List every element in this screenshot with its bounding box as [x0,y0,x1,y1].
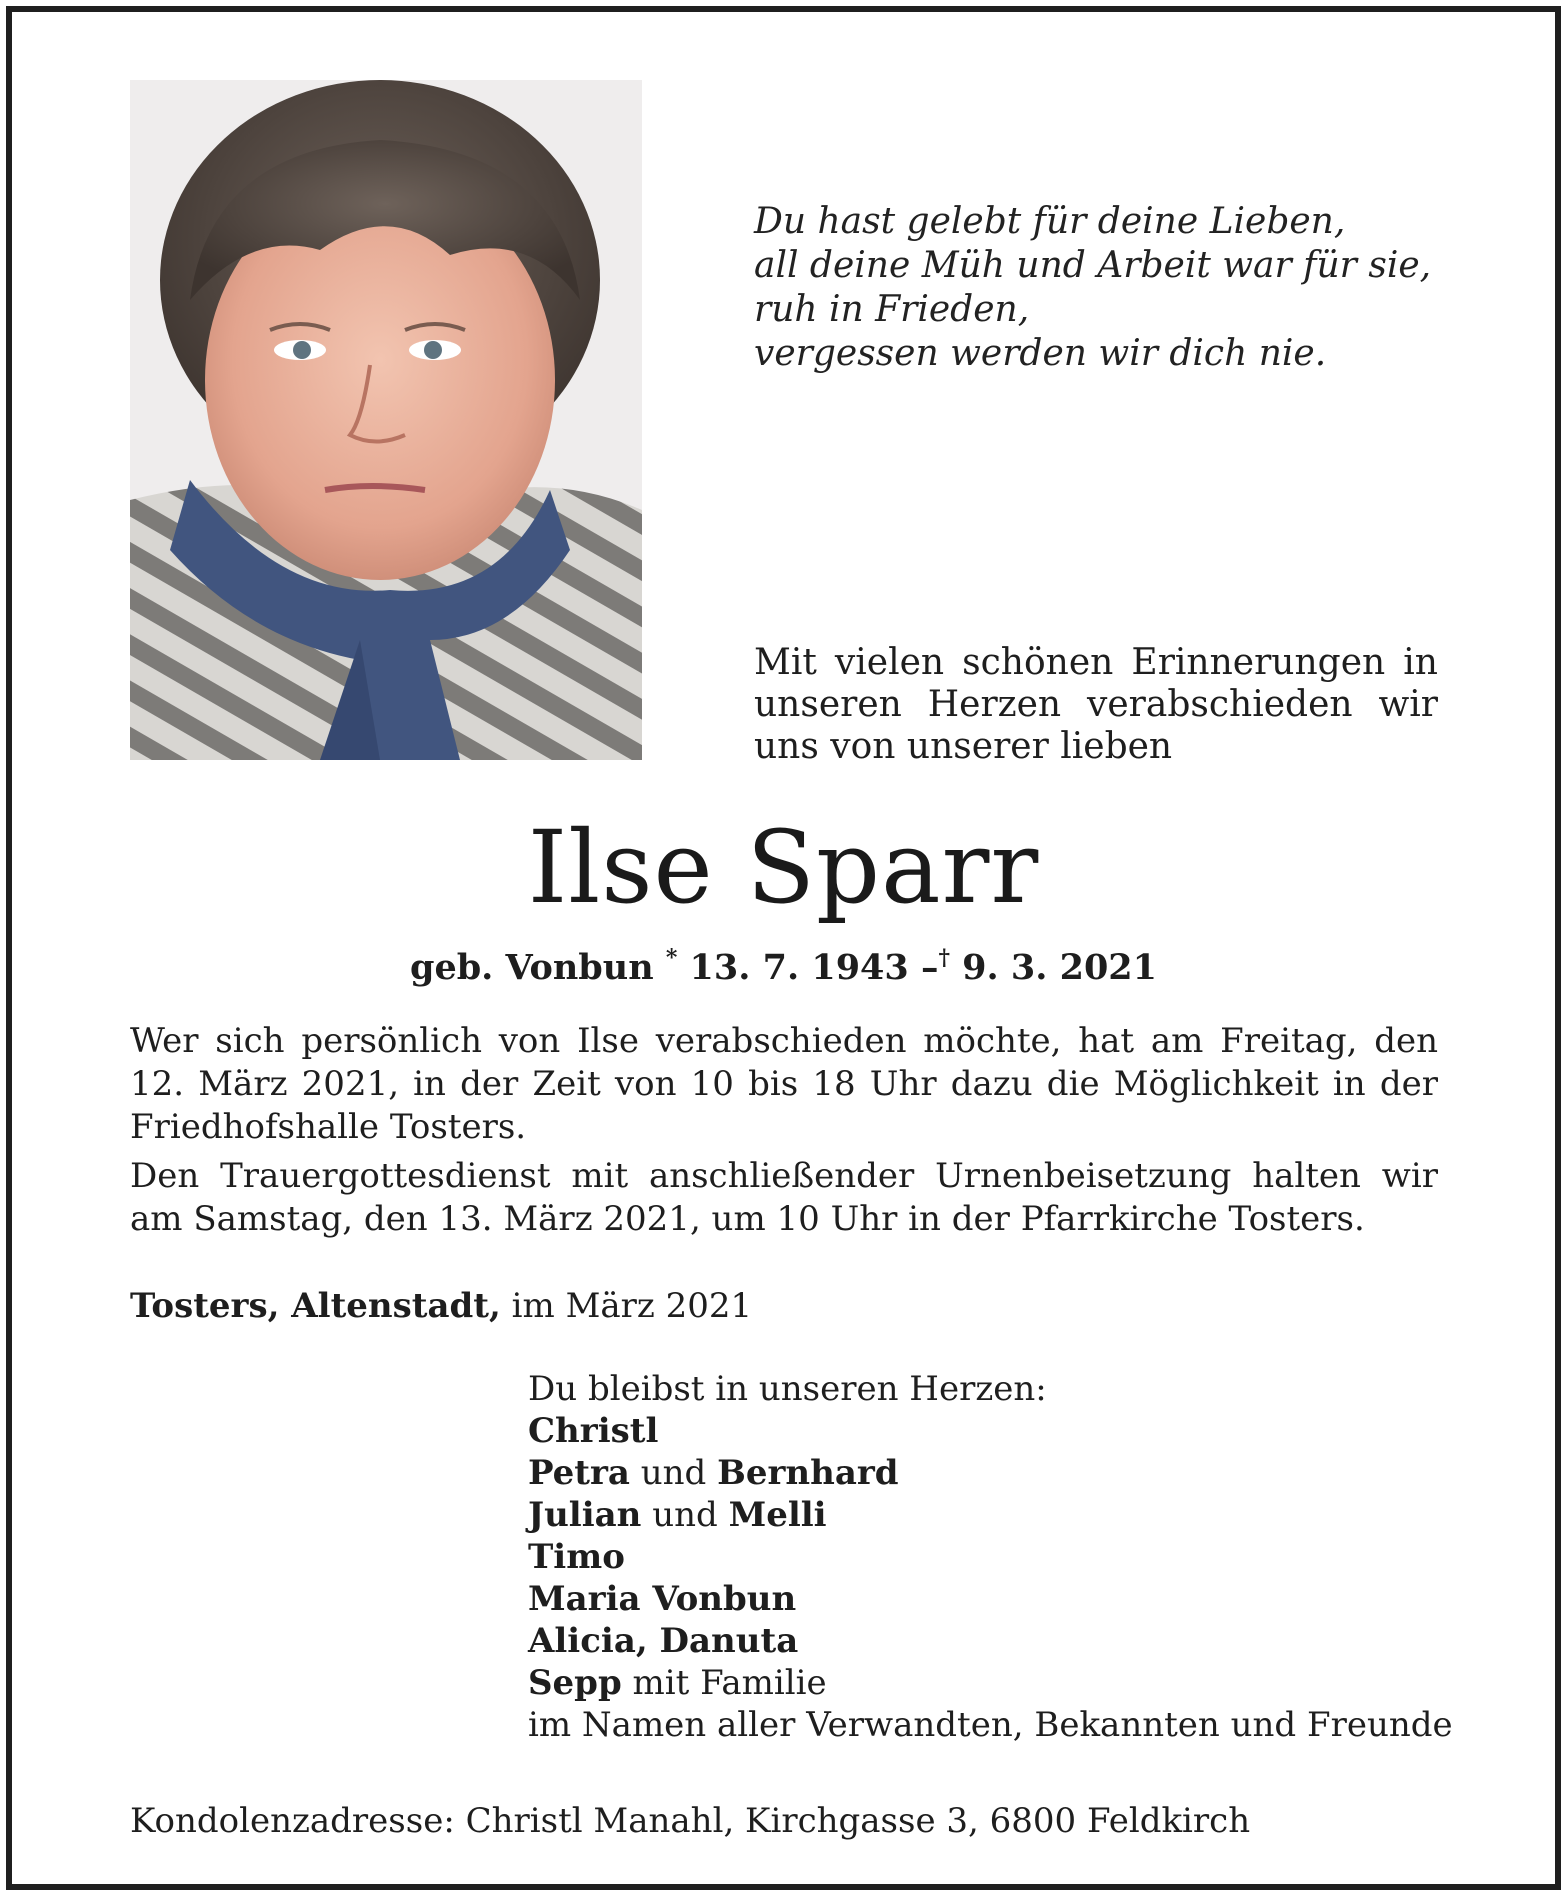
poem-line: ruh in Frieden, [754,289,1030,330]
death-date: 9. 3. 2021 [962,947,1158,988]
mourner-name: Melli [728,1495,827,1535]
poem-line: vergessen werden wir dich nie. [754,333,1327,374]
mourner-row [528,1536,1453,1578]
mourner-name: Sepp [528,1663,622,1703]
place-date: im März 2021 [500,1286,753,1326]
mourner-name: Bernhard [717,1453,899,1493]
mourner-name: Alicia, Danuta [528,1621,799,1661]
mourners-list [528,1368,1453,1746]
mourners-heading: Du bleibst in unseren Herzen: [528,1369,1047,1409]
birth-symbol: * [665,945,678,971]
condolence-address: Kondolenzadresse: Christl Manahl, Kirchgasse 3, 6800 Feldkirch [130,1801,1251,1841]
mourner-row [528,1410,1453,1452]
mourner-row [528,1494,1453,1536]
birth-date: 13. 7. 1943 [689,947,909,988]
service-paragraph: Den Trauergottesdienst mit anschließender Urnenbeisetzung halten wir am Samstag, den 13. März 2021, um 10 Uhr in der Pfarrkirche Tosters. [130,1156,1438,1239]
intro-text: Mit vielen schönen Erinnerungen in unseren Herzen verabschieden wir uns von unserer lieben [754,642,1438,767]
poem-line: all deine Müh und Arbeit war für sie, [754,245,1432,286]
deceased-name: Ilse Sparr [527,809,1040,926]
date-separator: – [908,947,939,988]
portrait-photo [130,80,642,760]
farewell-paragraph: Wer sich persönlich von Ilse verabschieden möchte, hat am Freitag, den 12. März 2021, in der Zeit von 10 bis 18 Uhr dazu die Möglichkeit in der Friedhofshalle Tosters. [130,1021,1438,1147]
place-names: Tosters, Altenstadt, [130,1286,501,1326]
mourner-row [528,1452,1453,1494]
poem-line: Du hast gelebt für deine Lieben, [754,201,1346,242]
mourner-name: Timo [528,1537,625,1577]
family-suffix: mit Familie [621,1663,827,1703]
conjunction: und [629,1453,718,1493]
mourner-row [528,1578,1453,1620]
mourner-name: Julian [528,1495,642,1535]
place-date-line [130,1285,752,1328]
mourner-row [528,1620,1453,1662]
birth-name: geb. Vonbun [409,947,654,988]
life-dates [0,935,1567,991]
conjunction: und [641,1495,729,1535]
mourner-name: Petra [528,1453,630,1493]
mourner-row [528,1662,1453,1704]
mourners-footer: im Namen aller Verwandten, Bekannten und Freunde [528,1705,1453,1745]
mourner-name: Maria Vonbun [528,1579,797,1619]
mourner-name: Christl [528,1411,659,1451]
poem [754,200,1454,376]
death-symbol: † [938,945,950,971]
